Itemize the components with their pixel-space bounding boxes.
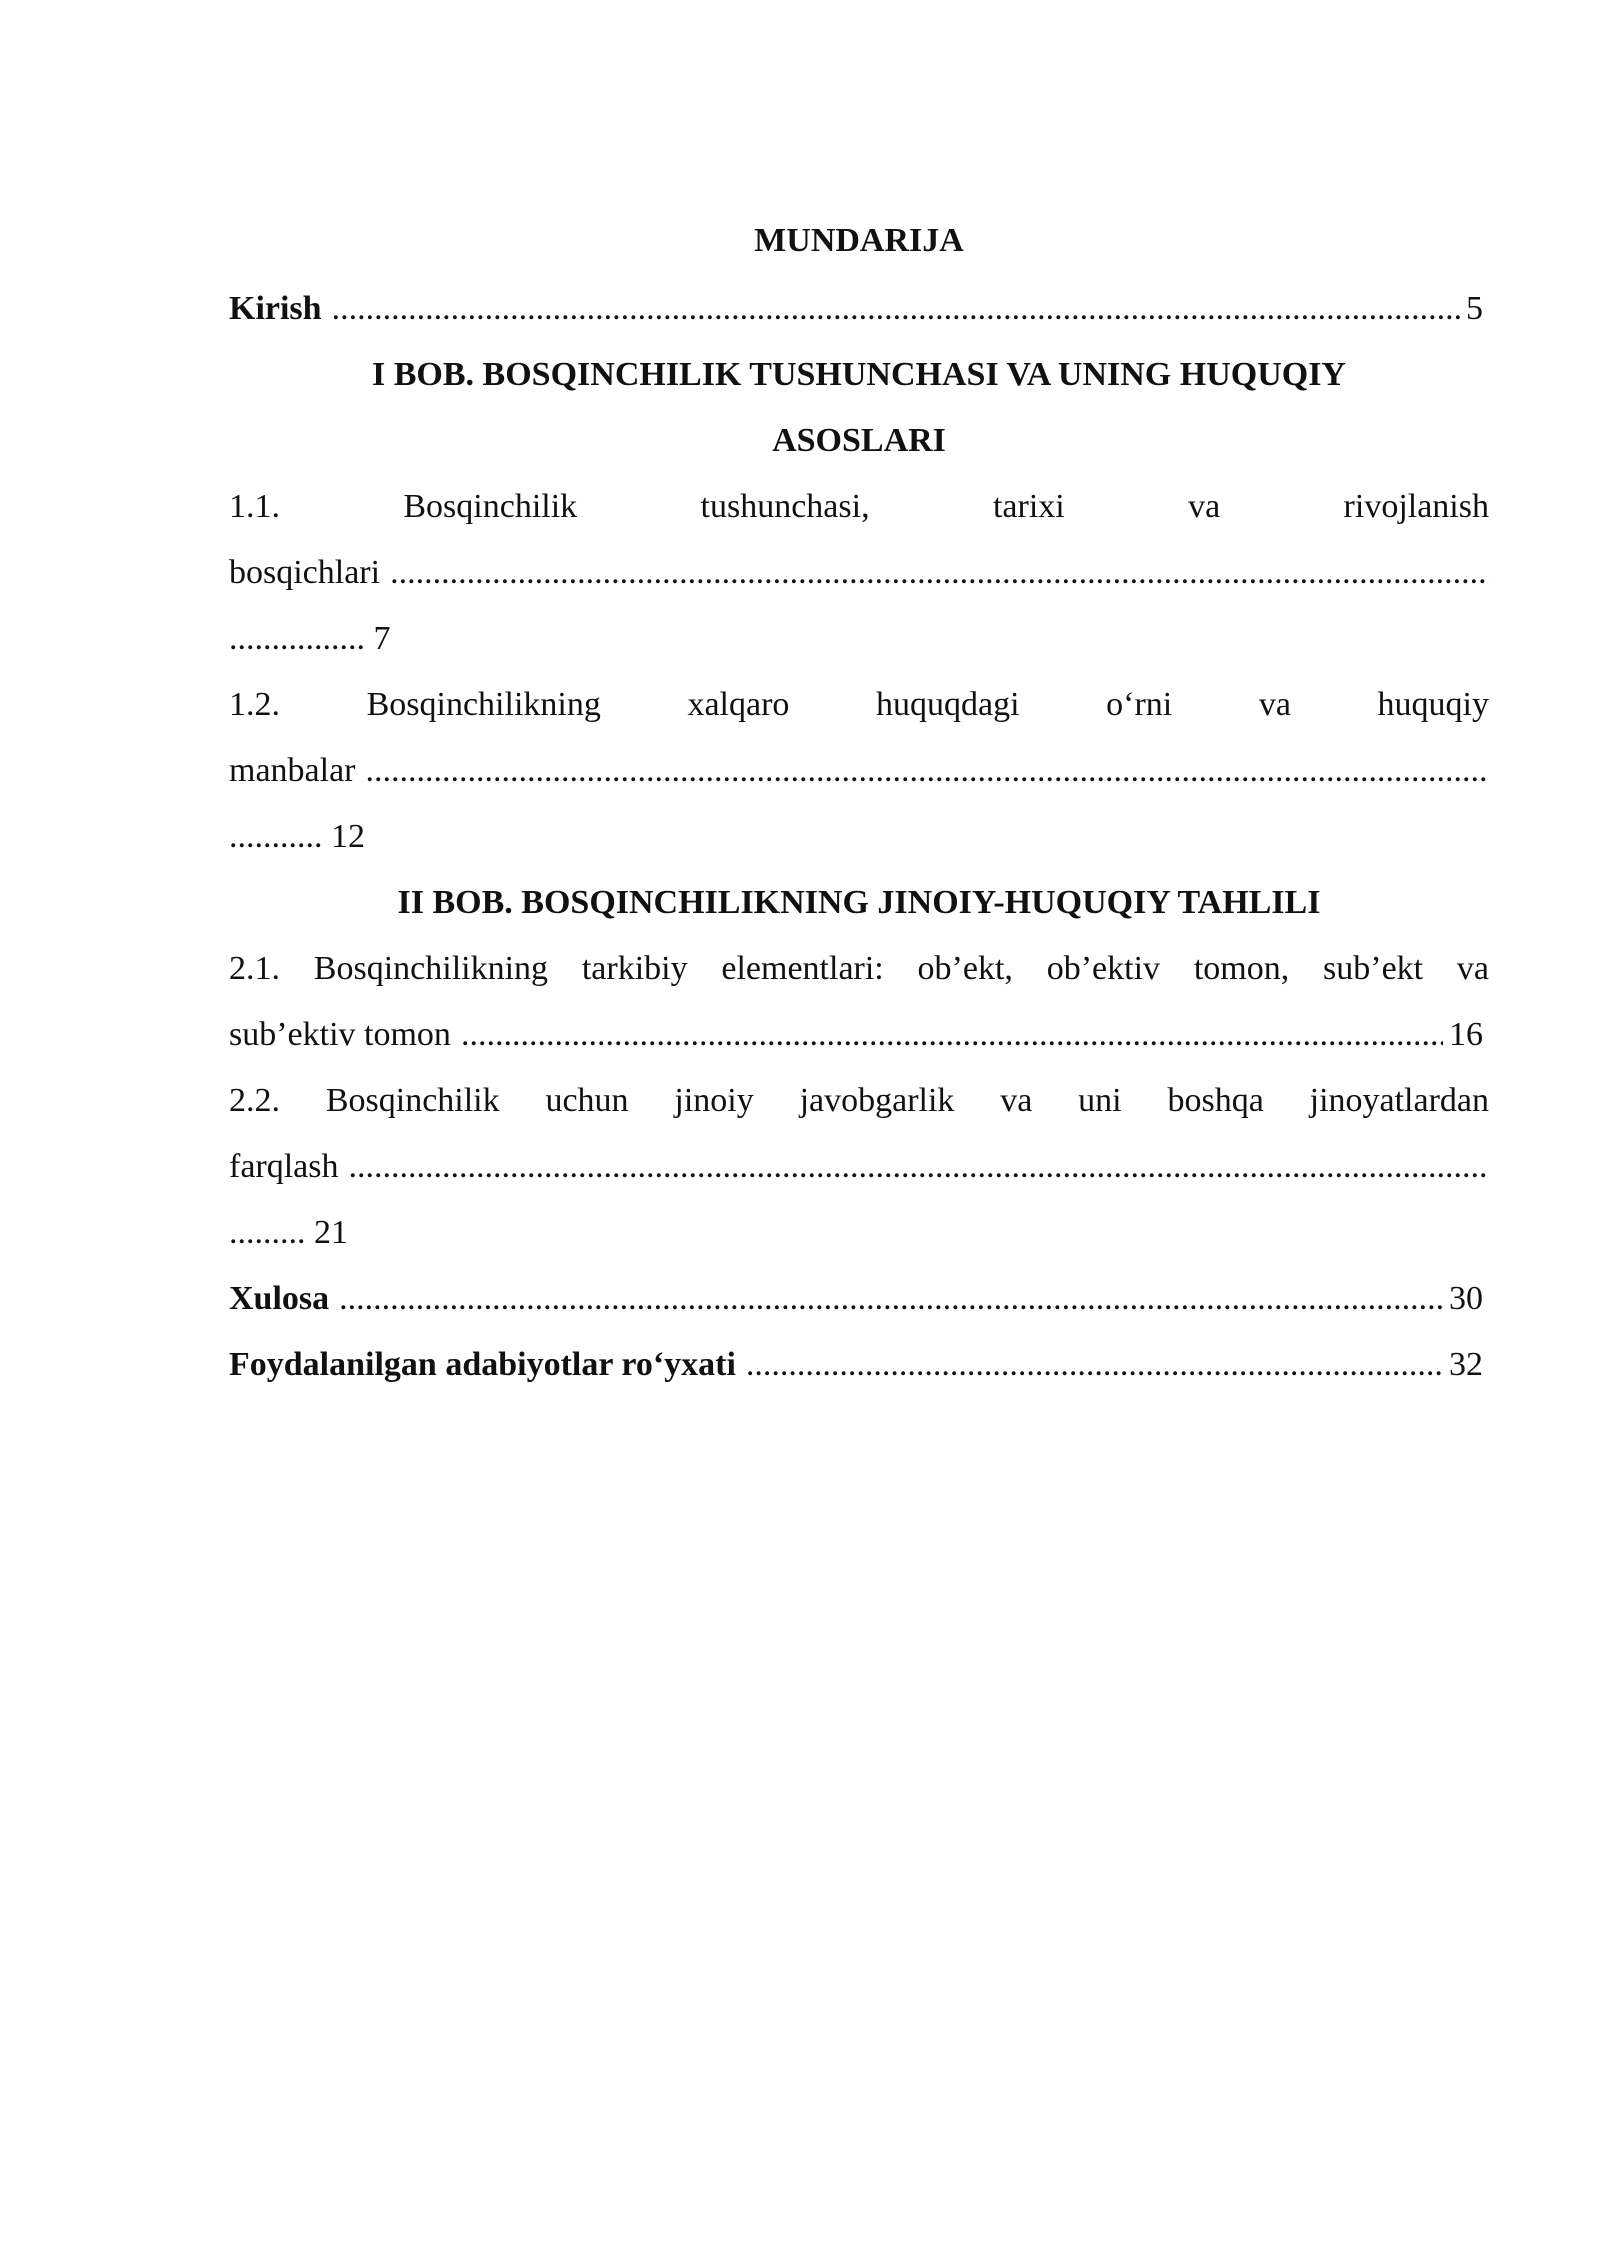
toc-entry-label: farqlash	[229, 1148, 339, 1185]
toc-entry-references	[229, 1332, 1489, 1398]
toc-entry-continuation	[229, 1134, 1489, 1200]
toc-entry-label: manbalar	[229, 752, 356, 789]
toc-entry-1-1	[229, 474, 1489, 672]
dot-leader	[349, 1134, 1489, 1200]
dot-leader	[461, 1002, 1443, 1068]
dot-leader	[366, 738, 1490, 804]
chapter-1-heading	[229, 342, 1489, 474]
toc-page-number: 12	[331, 818, 365, 855]
toc-title: MUNDARIJA	[754, 222, 964, 259]
toc-entry-label: Xulosa	[229, 1280, 330, 1317]
dot-leader	[332, 276, 1460, 342]
toc-entry-tail	[229, 606, 1489, 672]
chapter-1-title-line2: ASOSLARI	[772, 422, 946, 459]
toc-page-number: 30	[1449, 1280, 1483, 1317]
chapter-2-heading: II BOB. BOSQINCHILIKNING JINOIY-HUQUQIY TAHLILI	[397, 884, 1321, 921]
toc-page-number: 21	[314, 1214, 348, 1251]
dot-leader	[746, 1332, 1443, 1398]
toc-entry-continuation	[229, 738, 1489, 804]
toc-entry-continuation	[229, 540, 1489, 606]
chapter-1-title-line1: I BOB. BOSQINCHILIK TUSHUNCHASI VA UNING HUQUQIY	[372, 356, 1346, 393]
toc-entry-line: 2.1. Bosqinchilikning tarkibiy elementlari: ob’ekt, ob’ektiv tomon, sub’ekt va	[229, 950, 1489, 987]
toc-entry-label: Foydalanilgan adabiyotlar ro‘yxati	[229, 1346, 736, 1383]
toc-entry-2-2	[229, 1068, 1489, 1266]
toc-entry-label: Kirish	[229, 290, 322, 327]
toc-entry-label: sub’ektiv tomon	[229, 1016, 451, 1053]
toc-entry-line: 2.2. Bosqinchilik uchun jinoiy javobgarlik va uni boshqa jinoyatlardan	[229, 1082, 1489, 1119]
toc-page-number: 16	[1449, 1016, 1483, 1053]
toc-entry-line: 1.2. Bosqinchilikning xalqaro huquqdagi o‘rni va huquqiy	[229, 686, 1489, 723]
dot-leader: ................	[229, 620, 365, 657]
toc-entry-continuation	[229, 1002, 1489, 1068]
toc-entry-tail	[229, 804, 1489, 870]
dot-leader: ...........	[229, 818, 323, 855]
toc-entry-2-1	[229, 936, 1489, 1068]
table-of-contents	[229, 208, 1489, 1398]
toc-entry-line: 1.1. Bosqinchilik tushunchasi, tarixi va rivojlanish	[229, 488, 1489, 525]
dot-leader	[339, 1266, 1443, 1332]
dot-leader: .........	[229, 1214, 306, 1251]
toc-page-number: 32	[1449, 1346, 1483, 1383]
toc-page-number: 5	[1466, 290, 1483, 327]
toc-page-number: 7	[373, 620, 391, 657]
toc-entry-conclusion	[229, 1266, 1489, 1332]
dot-leader	[390, 540, 1489, 606]
toc-entry-intro	[229, 276, 1489, 342]
toc-entry-label: bosqichlari	[229, 554, 381, 591]
toc-entry-1-2	[229, 672, 1489, 870]
toc-entry-tail	[229, 1200, 1489, 1266]
